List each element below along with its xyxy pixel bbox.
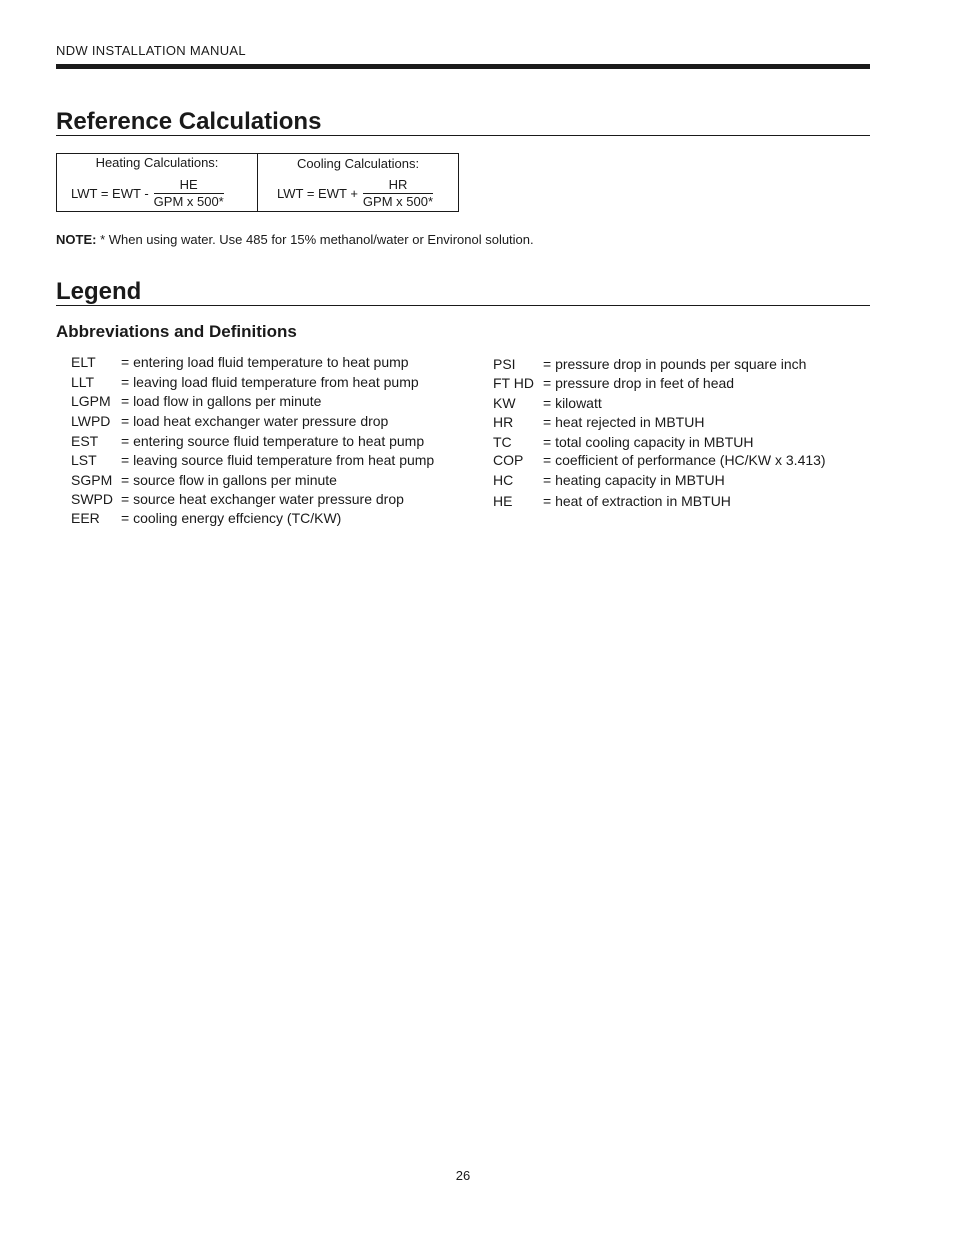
note-text: * When using water. Use 485 for 15% methanol/water or Environol solution. [96, 232, 534, 247]
abbreviation-definition: = total cooling capacity in MBTUH [543, 434, 754, 450]
abbreviation-code: SGPM [71, 472, 113, 488]
abbreviation-code: LWPD [71, 413, 111, 429]
cooling-equation [277, 177, 433, 209]
abbreviation-definition: = heat rejected in MBTUH [543, 414, 705, 430]
legend-title: Legend [56, 278, 142, 305]
heating-calculations-cell [57, 154, 257, 211]
reference-title-rule [56, 135, 870, 136]
header-rule [56, 64, 870, 69]
heating-numerator: HE [179, 177, 198, 192]
cooling-calculations-cell [257, 154, 458, 211]
abbreviation-definition: = pressure drop in pounds per square inch [543, 356, 807, 372]
abbreviation-code: TC [493, 434, 512, 450]
abbreviation-code: HE [493, 493, 513, 509]
legend-title-rule [56, 305, 870, 306]
abbreviation-definition: = source flow in gallons per minute [121, 472, 337, 488]
abbreviation-definition: = load heat exchanger water pressure drop [121, 413, 389, 429]
heating-fraction [154, 177, 224, 209]
abbreviation-code: HR [493, 414, 514, 430]
abbreviations-subtitle: Abbreviations and Definitions [56, 322, 297, 341]
abbreviation-code: HC [493, 472, 514, 488]
cooling-calculations-label: Cooling Calculations: [296, 156, 420, 171]
abbreviation-definition: = heating capacity in MBTUH [543, 472, 725, 488]
abbreviation-code: EER [71, 510, 100, 526]
heating-denominator: GPM x 500* [153, 194, 224, 209]
reference-calculations-title: Reference Calculations [56, 108, 322, 135]
heating-calculations-label: Heating Calculations: [95, 155, 219, 170]
abbreviation-definition: = pressure drop in feet of head [543, 375, 735, 391]
heating-equation-lhs: LWT = EWT - [71, 185, 149, 201]
cooling-denominator: GPM x 500* [362, 194, 434, 209]
abbreviation-code: FT HD [493, 375, 534, 391]
abbreviation-code: ELT [71, 354, 96, 370]
abbreviation-code: SWPD [71, 491, 113, 507]
note-label: NOTE: [56, 232, 97, 247]
abbreviation-code: KW [493, 395, 516, 411]
abbreviation-definition: = entering load fluid temperature to heat pump [121, 354, 409, 370]
running-header: NDW INSTALLATION MANUAL [56, 43, 246, 58]
abbreviation-definition: = leaving load fluid temperature from heat pump [121, 374, 419, 390]
abbreviation-code: COP [493, 452, 524, 468]
abbreviation-definition: = leaving source fluid temperature from heat pump [121, 452, 435, 468]
abbreviation-code: LST [71, 452, 97, 468]
abbreviation-definition: = load flow in gallons per minute [121, 393, 322, 409]
calculations-table [56, 153, 459, 212]
cooling-fraction [363, 177, 433, 209]
abbreviation-code: PSI [493, 356, 516, 372]
page-number: 26 [455, 1168, 471, 1183]
abbreviation-definition: = entering source fluid temperature to heat pump [121, 433, 425, 449]
abbreviation-code: LLT [71, 374, 95, 390]
cooling-numerator: HR [388, 177, 408, 192]
abbreviation-definition: = cooling energy effciency (TC/KW) [121, 510, 342, 526]
abbreviation-definition: = source heat exchanger water pressure drop [121, 491, 404, 507]
heating-equation [71, 177, 224, 209]
abbreviation-definition: = heat of extraction in MBTUH [543, 493, 731, 509]
abbreviation-code: LGPM [71, 393, 111, 409]
abbreviation-definition: = kilowatt [543, 395, 602, 411]
cooling-equation-lhs: LWT = EWT + [277, 185, 358, 201]
calculation-note [56, 232, 534, 247]
abbreviation-code: EST [71, 433, 99, 449]
abbreviation-definition: = coefficient of performance (HC/KW x 3.413) [543, 452, 826, 468]
